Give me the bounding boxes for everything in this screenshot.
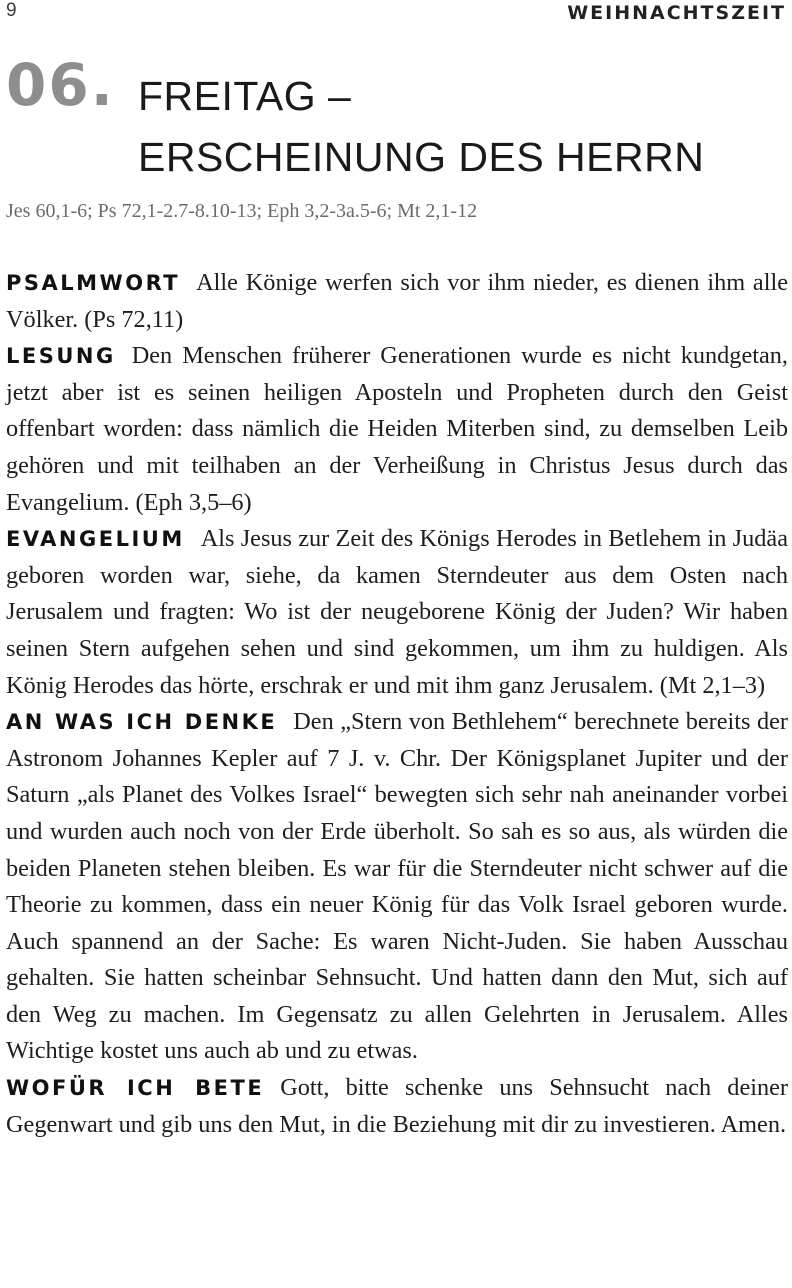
section-label: LESUNG — [6, 344, 116, 369]
section-text: Alle Könige werfen sich vor ihm nieder, es dienen ihm alle Völker. (Ps 72,11) — [6, 269, 788, 333]
section-lesung — [6, 338, 788, 521]
entry-body — [6, 265, 788, 1143]
entry-title-line-2: ERSCHEINUNG DES HERRN — [138, 134, 705, 180]
section-label: EVANGELIUM — [6, 527, 185, 552]
section-paragraph — [6, 338, 788, 521]
day-number: 06. — [6, 51, 115, 119]
section-an-was-ich-denke — [6, 704, 788, 1070]
section-label: PSALMWORT — [6, 271, 181, 295]
section-evangelium — [6, 521, 788, 704]
entry-title-line-1: FREITAG – — [138, 73, 352, 119]
section-text: Den „Stern von Bethlehem“ berechnete bereits der Astronom Johannes Kepler auf 7 J. v. Chr. Der Königsplanet Jupiter und der Saturn „als Planet des Volkes Israel“ bewegten sich sehr nah aneinander vorbei und wurden auch noch von der Erde überholt. So sah es so aus, als würden die beiden Planeten stehen bleiben. Es war für die Sterndeuter nicht schwer auf die Theorie zu kommen, dass ein neuer König für das Volk Israel geboren wurde. Auch spannend an der Sache: Es waren Nicht-Juden. Sie haben Ausschau gehalten. Sie hatten scheinbar Sehnsucht. Und hatten dann den Mut, sich auf den Weg zu machen. Im Gegensatz zu allen Gelehrten in Jerusalem. Alles Wichtige kostet uns auch ab und zu etwas. — [6, 708, 788, 1065]
page-number: 9 — [6, 0, 17, 21]
section-text: Als Jesus zur Zeit des Königs Herodes in Betlehem in Judäa geboren worden war, siehe, da kamen Sterndeuter aus dem Osten nach Jerusalem und fragten: Wo ist der neugeborene König der Juden? Wir haben seinen Stern aufgehen sehen und sind gekommen, um ihm zu huldigen. Als König Herodes das hörte, erschrak er und mit ihm ganz Jerusalem. (Mt 2,1–3) — [6, 525, 788, 699]
entry-title — [138, 66, 704, 188]
section-paragraph — [6, 704, 788, 1070]
section-text: Gott, bitte schenke uns Sehnsucht nach deiner Gegenwart und gib uns den Mut, in die Beziehung mit dir zu investieren. Amen. — [6, 1074, 789, 1138]
section-wofuer-ich-bete — [6, 1070, 788, 1143]
section-paragraph — [6, 265, 788, 338]
section-label: AN WAS ICH DENKE — [6, 710, 278, 735]
scripture-references: Jes 60,1-6; Ps 72,1-2.7-8.10-13; Eph 3,2-3a.5-6; Mt 2,1-12 — [6, 200, 478, 222]
section-label: WOFÜR ICH BETE — [6, 1076, 265, 1101]
section-paragraph — [6, 521, 788, 704]
running-header: WEIHNACHTSZEIT — [567, 2, 786, 24]
section-psalmwort — [6, 265, 788, 338]
section-paragraph — [6, 1070, 788, 1143]
section-text: Den Menschen früherer Generationen wurde es nicht kundgetan, jetzt aber ist es seinen heiligen Aposteln und Propheten durch den Geist offenbart worden: dass nämlich die Heiden Miterben sind, zu demselben Leib gehören und mit teilhaben an der Verheißung in Christus Jesus durch das Evangelium. (Eph 3,5–6) — [6, 342, 788, 516]
